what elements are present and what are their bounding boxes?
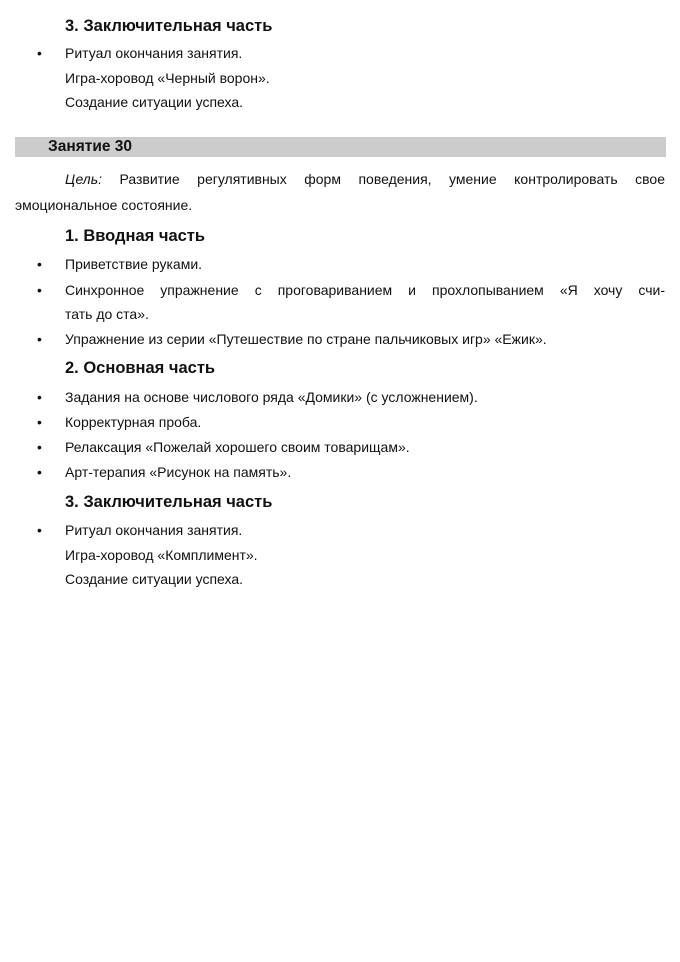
list-item: Корректурная проба. — [65, 414, 202, 430]
bullet-icon: • — [37, 282, 42, 298]
list-item: Арт-терапия «Рисунок на память». — [65, 464, 292, 480]
bullet-icon: • — [37, 45, 42, 61]
goal-text-line2: эмоциональное состояние. — [15, 197, 193, 213]
list-item-continuation: Игра-хоровод «Комплимент». — [65, 547, 258, 563]
bullet-icon: • — [37, 464, 42, 480]
list-item: Задания на основе числового ряда «Домики» (с усложнением). — [65, 389, 478, 405]
final-heading: 3. Заключительная часть — [65, 493, 273, 511]
intro-heading: 1. Вводная часть — [65, 227, 206, 245]
list-item: Ритуал окончания занятия. — [65, 522, 243, 538]
bullet-icon: • — [37, 439, 42, 455]
lesson-title: Занятие 30 — [48, 138, 133, 155]
bullet-icon: • — [37, 331, 42, 347]
list-item-continuation: Создание ситуации успеха. — [65, 94, 244, 110]
main-heading: 2. Основная часть — [65, 359, 216, 377]
list-item: Ритуал окончания занятия. — [65, 45, 243, 61]
list-item: Упражнение из серии «Путешествие по стране пальчиковых игр» «Ежик». — [65, 331, 547, 347]
bullet-icon: • — [37, 522, 42, 538]
list-item: Релаксация «Пожелай хорошего своим товарищам». — [65, 439, 410, 455]
bullet-icon: • — [37, 389, 42, 405]
list-item-continuation: Игра-хоровод «Черный ворон». — [65, 70, 270, 86]
goal-text-line1: Развитие регулятивных форм поведения, умение контролировать свое — [119, 171, 665, 187]
list-item: Приветствие руками. — [65, 256, 203, 272]
lesson-title-bar — [15, 137, 666, 157]
list-item: Синхронное упражнение с проговариванием и прохлопыванием «Я хочу счи- — [65, 282, 665, 298]
goal-paragraph-line1 — [65, 171, 665, 187]
prev-final-heading: 3. Заключительная часть — [65, 17, 273, 35]
list-item-continuation: Создание ситуации успеха. — [65, 571, 244, 587]
list-item-continuation: тать до ста». — [65, 306, 149, 322]
bullet-icon: • — [37, 414, 42, 430]
bullet-icon: • — [37, 256, 42, 272]
goal-label: Цель: — [65, 171, 102, 187]
